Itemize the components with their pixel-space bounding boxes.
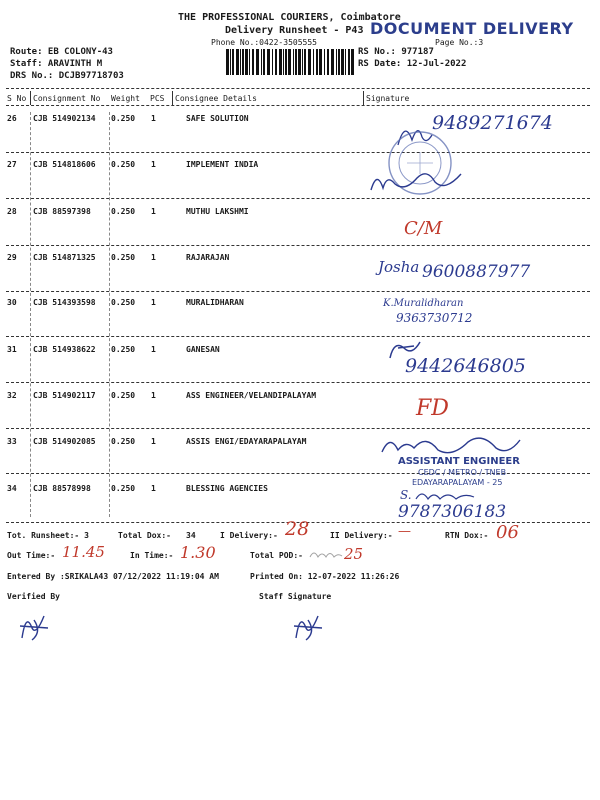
row-consignment: CJB 514902117 <box>33 391 96 400</box>
col-sno: S No <box>7 94 27 103</box>
total-dox-label: Total Dox:- <box>118 531 171 540</box>
col-weight: Weight <box>111 94 140 103</box>
row-rule <box>6 245 590 246</box>
barcode-bar <box>345 49 346 75</box>
barcode-bar <box>245 49 248 75</box>
row-sno: 28 <box>7 207 17 216</box>
row-consignee: GANESAN <box>186 345 220 354</box>
stamp-line3: EDAYARAPALAYAM - 25 <box>412 478 503 487</box>
row-consignee: IMPLEMENT INDIA <box>186 160 259 169</box>
handwritten-phone-26: 9489271674 <box>432 112 553 134</box>
row-pcs: 1 <box>151 484 156 493</box>
stamp-line2: CEDC / METRO / TNEB <box>418 468 507 477</box>
phone-number: Phone No.:0422-3505555 <box>211 38 317 47</box>
barcode-bar <box>316 49 318 75</box>
barcode-bar <box>261 49 262 75</box>
barcode-bar <box>285 49 287 75</box>
document-delivery-stamp: DOCUMENT DELIVERY <box>370 19 574 38</box>
row-sno: 33 <box>7 437 17 446</box>
runsheet-title: Delivery Runsheet - P43 <box>225 25 364 36</box>
handwritten-fd-32: FD <box>416 396 449 421</box>
row-consignment: CJB 514902134 <box>33 114 96 123</box>
row-weight: 0.250 <box>111 114 136 123</box>
rtn-dox-label: RTN Dox:- <box>445 531 489 540</box>
col-signature: Signature <box>366 94 410 103</box>
handwritten-phone-31: 9442646805 <box>405 355 526 377</box>
barcode <box>226 49 356 75</box>
barcode-bar <box>348 49 350 75</box>
row-rule <box>6 336 590 337</box>
barcode-bar <box>249 49 250 75</box>
barcode-bar <box>283 49 284 75</box>
col-consignment: Consignment No <box>33 94 101 103</box>
barcode-bar <box>324 49 325 75</box>
barcode-bar <box>308 49 311 75</box>
barcode-bar <box>226 49 229 75</box>
row-consignment: CJB 514938622 <box>33 345 96 354</box>
row-weight: 0.250 <box>111 207 136 216</box>
row-sno: 30 <box>7 298 17 307</box>
barcode-bar <box>338 49 340 75</box>
handwritten-name-29: Josha <box>378 258 420 276</box>
barcode-bar <box>240 49 241 75</box>
col-divider <box>30 112 31 517</box>
col-divider <box>30 91 31 105</box>
total-dox-value: 34 <box>186 531 196 540</box>
row-consignee: BLESSING AGENCIES <box>186 484 268 493</box>
total-pod-label: Total POD:- <box>250 551 303 560</box>
barcode-bar <box>256 49 259 75</box>
i-delivery-value: 28 <box>285 518 310 540</box>
drs-number: DRS No.: DCJB97718703 <box>10 71 124 81</box>
row-consignment: CJB 514902085 <box>33 437 96 446</box>
verified-by-signature <box>14 606 54 646</box>
rs-date: RS Date: 12-Jul-2022 <box>358 59 467 69</box>
barcode-bar <box>230 49 231 75</box>
barcode-bar <box>267 49 270 75</box>
row-pcs: 1 <box>151 437 156 446</box>
row-consignee: MURALIDHARAN <box>186 298 244 307</box>
row-weight: 0.250 <box>111 253 136 262</box>
row-consignment: CJB 88597398 <box>33 207 91 216</box>
row-consignee: MUTHU LAKSHMI <box>186 207 249 216</box>
row-weight: 0.250 <box>111 391 136 400</box>
row-sno: 29 <box>7 253 17 262</box>
barcode-bar <box>242 49 244 75</box>
row-rule <box>6 382 590 383</box>
barcode-bar <box>275 49 277 75</box>
total-pod-scribble <box>308 545 344 565</box>
handwritten-phone-30: 9363730712 <box>396 311 473 325</box>
barcode-bar <box>319 49 322 75</box>
barcode-bar <box>236 49 239 75</box>
staff-signature <box>288 606 328 646</box>
handwritten-phone-29: 9600887977 <box>422 262 531 282</box>
row-consignee: ASSIS ENGI/EDAYARAPALAYAM <box>186 437 307 446</box>
barcode-bar <box>302 49 303 75</box>
rs-number: RS No.: 977187 <box>358 47 434 57</box>
row-consignment: CJB 88578998 <box>33 484 91 493</box>
header-rule-top <box>6 88 590 89</box>
barcode-bar <box>304 49 306 75</box>
total-pod-value: 25 <box>344 545 364 563</box>
handwritten-phone-34: 9787306183 <box>398 502 507 522</box>
barcode-bar <box>327 49 329 75</box>
header-rule-bottom <box>6 105 590 106</box>
signature-27 <box>365 160 475 200</box>
page-number: Page No.:3 <box>435 38 484 47</box>
handwritten-cm-28: C/M <box>404 218 443 239</box>
row-weight: 0.250 <box>111 298 136 307</box>
row-pcs: 1 <box>151 160 156 169</box>
col-divider <box>172 91 173 105</box>
tot-runsheet: Tot. Runsheet:- 3 <box>7 531 89 540</box>
col-divider <box>109 112 110 517</box>
row-rule <box>6 152 590 153</box>
handwritten-name-30: K.Muralidharan <box>383 298 464 309</box>
row-consignee: ASS ENGINEER/VELANDIPALAYAM <box>186 391 317 400</box>
ii-delivery-value: — <box>398 524 411 539</box>
row-consignment: CJB 514818606 <box>33 160 96 169</box>
row-pcs: 1 <box>151 345 156 354</box>
barcode-bar <box>341 49 344 75</box>
barcode-bar <box>263 49 265 75</box>
col-divider <box>363 91 364 105</box>
row-pcs: 1 <box>151 253 156 262</box>
barcode-bar <box>252 49 254 75</box>
barcode-bar <box>313 49 314 75</box>
staff-signature-label: Staff Signature <box>259 592 332 601</box>
printed-on: Printed On: 12-07-2022 11:26:26 <box>250 572 400 581</box>
row-consignment: CJB 514393598 <box>33 298 96 307</box>
row-pcs: 1 <box>151 114 156 123</box>
barcode-bar <box>336 49 337 75</box>
barcode-bar <box>298 49 301 75</box>
row-consignment: CJB 514871325 <box>33 253 96 262</box>
row-rule <box>6 291 590 292</box>
row-pcs: 1 <box>151 391 156 400</box>
stamp-line1: ASSISTANT ENGINEER <box>398 456 520 467</box>
barcode-bar <box>293 49 294 75</box>
route: Route: EB COLONY-43 <box>10 47 113 57</box>
barcode-bar <box>288 49 291 75</box>
row-pcs: 1 <box>151 298 156 307</box>
i-delivery-label: I Delivery:- <box>220 531 278 540</box>
row-sno: 27 <box>7 160 17 169</box>
row-consignee: RAJARAJAN <box>186 253 230 262</box>
row-sno: 31 <box>7 345 17 354</box>
col-pcs: PCS <box>150 94 165 103</box>
in-time-label: In Time:- <box>130 551 174 560</box>
row-weight: 0.250 <box>111 437 136 446</box>
ii-delivery-label: II Delivery:- <box>330 531 393 540</box>
barcode-bar <box>331 49 334 75</box>
row-sno: 26 <box>7 114 17 123</box>
row-weight: 0.250 <box>111 160 136 169</box>
handwritten-name-34: S. <box>400 488 412 502</box>
row-rule <box>6 198 590 199</box>
barcode-bar <box>351 49 354 75</box>
verified-by-label: Verified By <box>7 592 60 601</box>
staff-name: Staff: ARAVINTH M <box>10 59 103 69</box>
rtn-dox-value: 06 <box>496 522 519 543</box>
row-sno: 32 <box>7 391 17 400</box>
barcode-bar <box>295 49 297 75</box>
company-name: THE PROFESSIONAL COURIERS, Coimbatore <box>178 12 401 23</box>
row-consignee: SAFE SOLUTION <box>186 114 249 123</box>
row-sno: 34 <box>7 484 17 493</box>
col-consignee: Consignee Details <box>175 94 257 103</box>
row-weight: 0.250 <box>111 484 136 493</box>
out-time-label: Out Time:- <box>7 551 56 560</box>
row-weight: 0.250 <box>111 345 136 354</box>
out-time-value: 11.45 <box>62 543 105 561</box>
row-pcs: 1 <box>151 207 156 216</box>
barcode-bar <box>232 49 234 75</box>
entered-by: Entered By :SRIKALA43 07/12/2022 11:19:04 AM <box>7 572 219 581</box>
in-time-value: 1.30 <box>180 543 216 562</box>
barcode-bar <box>279 49 282 75</box>
barcode-bar <box>272 49 273 75</box>
